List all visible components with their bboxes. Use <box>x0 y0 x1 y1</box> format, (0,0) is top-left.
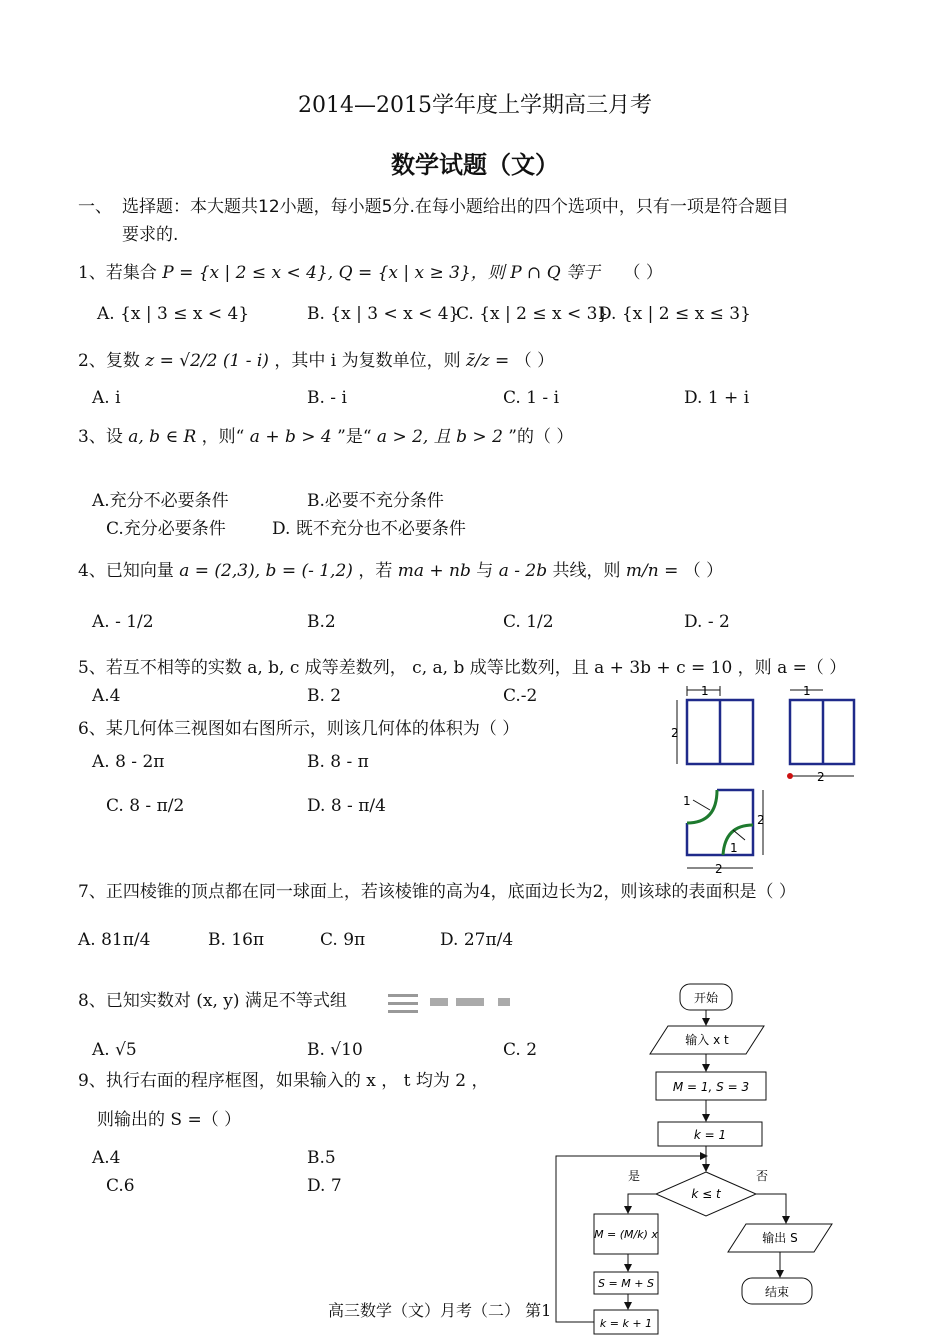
dim-label-3: 1 <box>803 684 811 698</box>
q1-option-a: A. {x | 3 ≤ x < 4} <box>97 304 250 324</box>
q7-option-c: C. 9π <box>320 930 366 950</box>
dim-label-6: 2 <box>757 813 765 827</box>
q4-option-d: D. - 2 <box>684 612 730 632</box>
q3-option-b: B.必要不充分条件 <box>307 491 444 511</box>
q9-option-a: A.4 <box>92 1148 121 1168</box>
q4-formula3: a - 2b <box>498 561 548 581</box>
q2-option-d: D. 1 + i <box>684 388 750 408</box>
q2-option-b: B. - i <box>307 388 347 408</box>
q4-option-a: A. - 1/2 <box>92 612 154 632</box>
q4-blank: （ ） <box>683 561 724 581</box>
q4-formula4: m/n = <box>625 561 679 581</box>
q7-option-a: A. 81π/4 <box>78 930 151 950</box>
q4-text3: 共线，则 <box>552 561 621 581</box>
q4-formula: a = (2,3), b = (- 1,2) <box>179 561 353 581</box>
q7-option-b: B. 16π <box>208 930 265 950</box>
q3-stem <box>78 422 573 447</box>
q2-option-a: A. i <box>92 388 121 408</box>
q3-option-a: A.充分不必要条件 <box>92 491 229 511</box>
inequality-system-image <box>388 992 530 1016</box>
q5-stem: 5、若互不相等的实数 a, b, c 成等差数列， c, a, b 成等比数列，且 a + 3b + c = 10 ，则 a =（ ） <box>78 658 847 678</box>
q4-stem <box>78 556 723 581</box>
q2-option-c: C. 1 - i <box>503 388 560 408</box>
dim-label-2: 2 <box>671 726 679 740</box>
flowchart <box>550 980 850 1340</box>
q3-text3: ”的（ ） <box>508 427 574 447</box>
q4-formula2: ma + nb <box>397 561 471 581</box>
q4-prefix: 4、已知向量 <box>78 561 174 581</box>
flow-step-s-label: S = M + S <box>598 1277 654 1290</box>
exam-subtitle: 数学试题（文） <box>391 150 559 179</box>
flow-step-k-label: k = k + 1 <box>599 1317 653 1330</box>
flow-input-label: 输入 x t <box>685 1033 729 1047</box>
q2-prefix: 2、复数 <box>78 351 140 371</box>
q3-option-d: D. 既不充分也不必要条件 <box>272 519 466 539</box>
dim-label-4: 2 <box>817 770 825 784</box>
q6-option-a: A. 8 - 2π <box>92 752 165 772</box>
q9-stem-line2: 则输出的 S =（ ） <box>97 1110 242 1130</box>
side-view <box>787 684 854 784</box>
q3-formula: a, b ∈ R <box>128 427 197 447</box>
q1-option-b: B. {x | 3 < x < 4} <box>307 304 460 324</box>
dim-label-8: 2 <box>715 862 723 876</box>
q3-text2: ”是“ <box>337 427 372 447</box>
q3-cond1: a + b > 4 <box>249 427 332 447</box>
flow-no-label: 否 <box>756 1169 769 1183</box>
q6-option-b: B. 8 - π <box>307 752 369 772</box>
plan-view <box>683 790 765 876</box>
q2-stem <box>78 346 554 371</box>
q8-option-a: A. √5 <box>92 1040 137 1060</box>
dim-label-7: 1 <box>730 841 738 855</box>
q6-option-d: D. 8 - π/4 <box>307 796 386 816</box>
q3-cond2: a > 2, 且 b > 2 <box>376 427 503 447</box>
q3-text1: ，则“ <box>201 427 245 447</box>
q3-option-c: C.充分必要条件 <box>106 519 226 539</box>
flow-k-init-label: k = 1 <box>693 1128 727 1142</box>
q2-blank: （ ） <box>514 351 555 371</box>
q1-option-d: D. {x | 2 ≤ x ≤ 3} <box>598 304 751 324</box>
flow-end-label: 结束 <box>764 1285 790 1299</box>
exam-title: 2014—2015学年度上学期高三月考 <box>298 93 652 118</box>
q2-formula2: z̄/z = <box>465 351 510 371</box>
q1-blank: （ ） <box>623 263 663 283</box>
q5-option-b: B. 2 <box>307 686 342 706</box>
q8-stem: 8、已知实数对 (x, y) 满足不等式组 <box>78 991 347 1011</box>
section-text-line1: 选择题：本大题共12小题，每小题5分.在每小题给出的四个选项中，只有一项是符合题目 <box>122 197 789 217</box>
q6-option-c: C. 8 - π/2 <box>106 796 185 816</box>
q1-option-c: C. {x | 2 ≤ x < 3} <box>456 304 609 324</box>
q2-middle: ，其中 i 为复数单位，则 <box>274 351 461 371</box>
q5-option-c: C.-2 <box>503 686 538 706</box>
q8-option-b: B. √10 <box>307 1040 363 1060</box>
q1-stem <box>78 258 663 283</box>
q4-option-b: B.2 <box>307 612 336 632</box>
three-view-figure <box>665 680 875 880</box>
dim-label-1: 1 <box>701 684 709 698</box>
q4-option-c: C. 1/2 <box>503 612 554 632</box>
q4-text2: 与 <box>476 561 494 581</box>
q8-option-c: C. 2 <box>503 1040 538 1060</box>
q1-formula: P = {x | 2 ≤ x < 4}, Q = {x | x ≥ 3}，则 P ∩ Q 等于 <box>162 263 601 283</box>
q5-option-a: A.4 <box>92 686 121 706</box>
section-number: 一、 <box>78 197 112 217</box>
front-view <box>671 684 753 764</box>
q9-option-d: D. 7 <box>307 1176 342 1196</box>
q9-option-b: B.5 <box>307 1148 336 1168</box>
flow-init-label: M = 1, S = 3 <box>672 1080 750 1094</box>
q9-option-c: C.6 <box>106 1176 135 1196</box>
q9-stem-line1: 9、执行右面的程序框图，如果输入的 x ， t 均为 2 ， <box>78 1071 489 1091</box>
section-text-line2: 要求的. <box>122 225 179 245</box>
q3-prefix: 3、设 <box>78 427 123 447</box>
dim-label-5: 1 <box>683 794 691 808</box>
q2-formula: z = √2/2 (1 - i) <box>145 351 269 371</box>
q1-prefix: 1、若集合 <box>78 263 157 283</box>
flow-start-label: 开始 <box>693 991 719 1005</box>
flow-output-label: 输出 S <box>762 1231 798 1245</box>
flow-step-m-label: M = (M/k) x <box>594 1228 658 1241</box>
q6-stem: 6、某几何体三视图如右图所示，则该几何体的体积为（ ） <box>78 719 520 739</box>
q4-text1: ，若 <box>358 561 393 581</box>
flow-condition-label: k ≤ t <box>691 1187 721 1201</box>
flow-yes-label: 是 <box>628 1169 641 1183</box>
q7-option-d: D. 27π/4 <box>440 930 514 950</box>
page-footer: 高三数学（文）月考（二） 第1 <box>328 1301 552 1320</box>
q7-stem: 7、正四棱锥的顶点都在同一球面上，若该棱锥的高为4，底面边长为2，则该球的表面积是（ ） <box>78 882 796 902</box>
